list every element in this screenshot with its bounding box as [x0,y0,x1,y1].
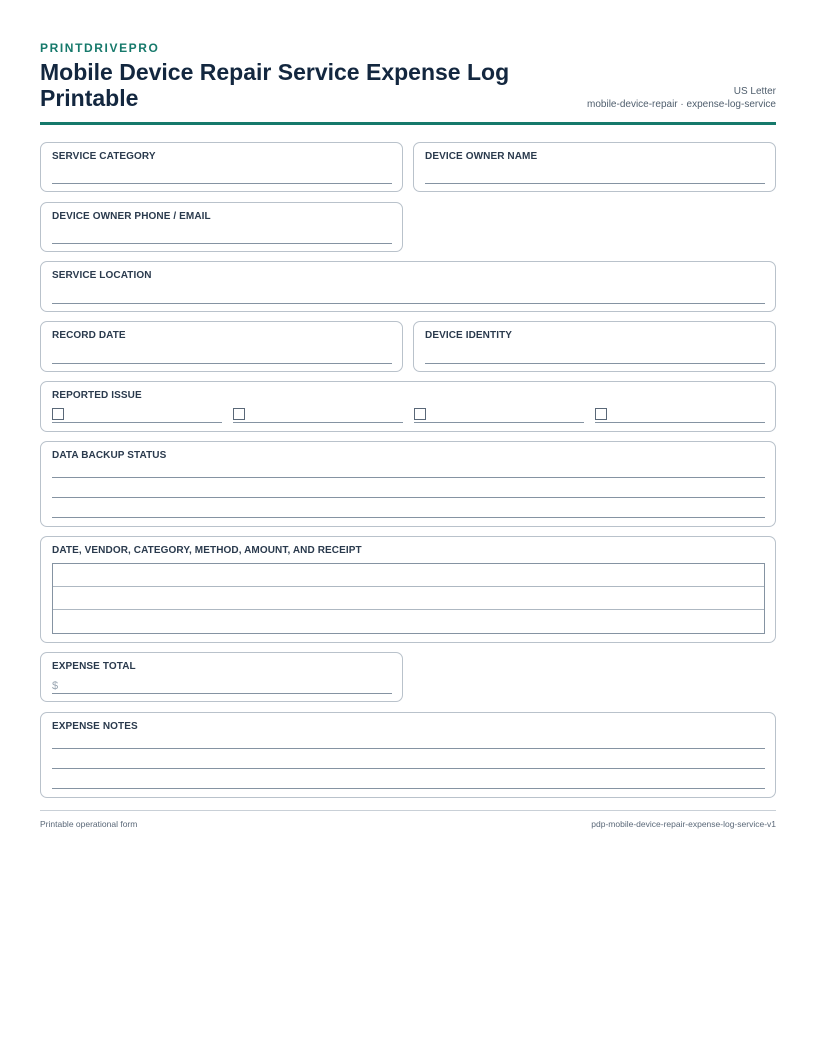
brand-name: PRINTDRIVEPRO [40,41,160,55]
device-identity-field [413,321,776,372]
reported-issue-options [52,407,765,423]
paper-size: US Letter [733,86,776,97]
expense-notes-line-3[interactable] [52,788,765,789]
expense-total-label: EXPENSE TOTAL [52,661,136,672]
data-backup-status-line-3[interactable] [52,517,765,518]
device-identity-input-line[interactable] [425,363,765,364]
record-date-label: RECORD DATE [52,330,126,341]
table-row[interactable] [53,610,764,633]
page-title: Mobile Device Repair Service Expense Log Printable [40,59,510,111]
table-row[interactable] [53,587,764,610]
expense-total-input-line[interactable] [52,693,392,694]
device-owner-name-label: DEVICE OWNER NAME [425,151,538,162]
data-backup-status-label: DATA BACKUP STATUS [52,450,167,461]
reported-issue-option [52,407,222,423]
checkbox[interactable] [233,408,245,420]
checkbox[interactable] [595,408,607,420]
expense-notes-label: EXPENSE NOTES [52,721,138,732]
footer-divider [40,810,776,811]
device-owner-contact-field [40,202,403,252]
expense-table-grid [52,563,765,634]
data-backup-status-line-2[interactable] [52,497,765,498]
service-category-label: SERVICE CATEGORY [52,151,156,162]
document-meta [587,85,776,111]
service-location-input-line[interactable] [52,303,765,304]
service-location-field [40,261,776,312]
expense-total-field [40,652,403,702]
record-date-input-line[interactable] [52,363,392,364]
header-divider [40,122,776,125]
reported-issue-label: REPORTED ISSUE [52,390,142,401]
footer-description: Printable operational form [40,819,138,829]
service-category-input-line[interactable] [52,183,392,184]
device-owner-contact-input-line[interactable] [52,243,392,244]
checkbox[interactable] [414,408,426,420]
reported-issue-option [414,407,584,423]
reported-issue-field [40,381,776,432]
device-owner-name-field [413,142,776,192]
document-tags: mobile-device-repair · expense-log-service [587,99,776,110]
reported-issue-option [233,407,403,423]
reported-issue-option [595,407,765,423]
record-date-field [40,321,403,372]
expense-notes-line-2[interactable] [52,768,765,769]
expense-notes-line-1[interactable] [52,748,765,749]
expense-table-label: DATE, VENDOR, CATEGORY, METHOD, AMOUNT, AND RECEIPT [52,545,362,556]
currency-symbol: $ [52,680,59,692]
device-identity-label: DEVICE IDENTITY [425,330,513,341]
form-id: pdp-mobile-device-repair-expense-log-service-v1 [591,819,776,829]
checkbox[interactable] [52,408,64,420]
data-backup-status-line-1[interactable] [52,477,765,478]
service-location-label: SERVICE LOCATION [52,270,152,281]
expense-table-field [40,536,776,643]
service-category-field [40,142,403,192]
device-owner-contact-label: DEVICE OWNER PHONE / EMAIL [52,211,211,222]
expense-notes-field [40,712,776,798]
data-backup-status-field [40,441,776,527]
device-owner-name-input-line[interactable] [425,183,765,184]
table-row[interactable] [53,564,764,587]
